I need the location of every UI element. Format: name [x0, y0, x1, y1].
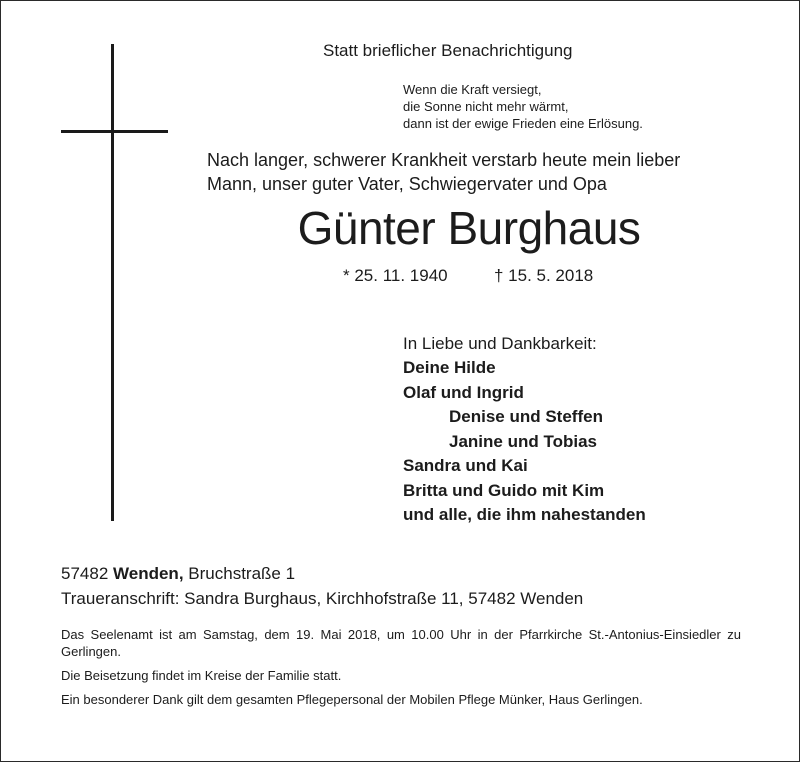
- poem: [403, 81, 643, 132]
- cross-icon-bar: [61, 130, 168, 133]
- mourning-address: Traueranschrift: Sandra Burghaus, Kirchhofstraße 11, 57482 Wenden: [61, 589, 584, 608]
- poem-line: die Sonne nicht mehr wärmt,: [403, 99, 569, 114]
- family-member: Janine und Tobias: [449, 431, 597, 451]
- burial-info: Die Beisetzung findet im Kreise der Familie statt.: [61, 668, 342, 683]
- address-zip: 57482: [61, 564, 109, 583]
- intro-text: [207, 148, 680, 196]
- family-member: und alle, die ihm nahestanden: [403, 505, 646, 524]
- family-list: [403, 331, 646, 528]
- header-line: Statt brieflicher Benachrichtigung: [323, 41, 573, 60]
- thanks-info: Ein besonderer Dank gilt dem gesamten Pflegepersonal der Mobilen Pflege Münker, Haus Gerlingen.: [61, 692, 643, 707]
- family-member: Denise und Steffen: [449, 407, 603, 426]
- family-member: Deine Hilde: [403, 358, 496, 377]
- address-city: Wenden,: [113, 564, 184, 583]
- intro-line: Nach langer, schwerer Krankheit verstarb heute mein lieber: [207, 150, 681, 170]
- family-member: Sandra und Kai: [403, 456, 528, 475]
- home-address: [61, 564, 295, 584]
- poem-line: Wenn die Kraft versiegt,: [403, 82, 542, 97]
- death-date: † 15. 5. 2018: [494, 266, 594, 285]
- family-member: Olaf und Ingrid: [403, 382, 524, 402]
- birth-date: * 25. 11. 1940: [343, 266, 448, 285]
- mass-info: Das Seelenamt ist am Samstag, dem 19. Mai 2018, um 10.00 Uhr in der Pfarrkirche St.-Antonius-Einsiedler zu Gerlingen.: [61, 627, 741, 659]
- poem-line: dann ist der ewige Frieden eine Erlösung.: [403, 116, 643, 131]
- family-member: Britta und Guido mit Kim: [403, 480, 605, 500]
- cross-icon: [111, 44, 114, 521]
- family-lead: In Liebe und Dankbarkeit:: [403, 334, 597, 353]
- deceased-name: Günter Burghaus: [297, 202, 641, 254]
- intro-line: Mann, unser guter Vater, Schwiegervater und Opa: [207, 174, 607, 194]
- address-street: Bruchstraße 1: [188, 564, 296, 583]
